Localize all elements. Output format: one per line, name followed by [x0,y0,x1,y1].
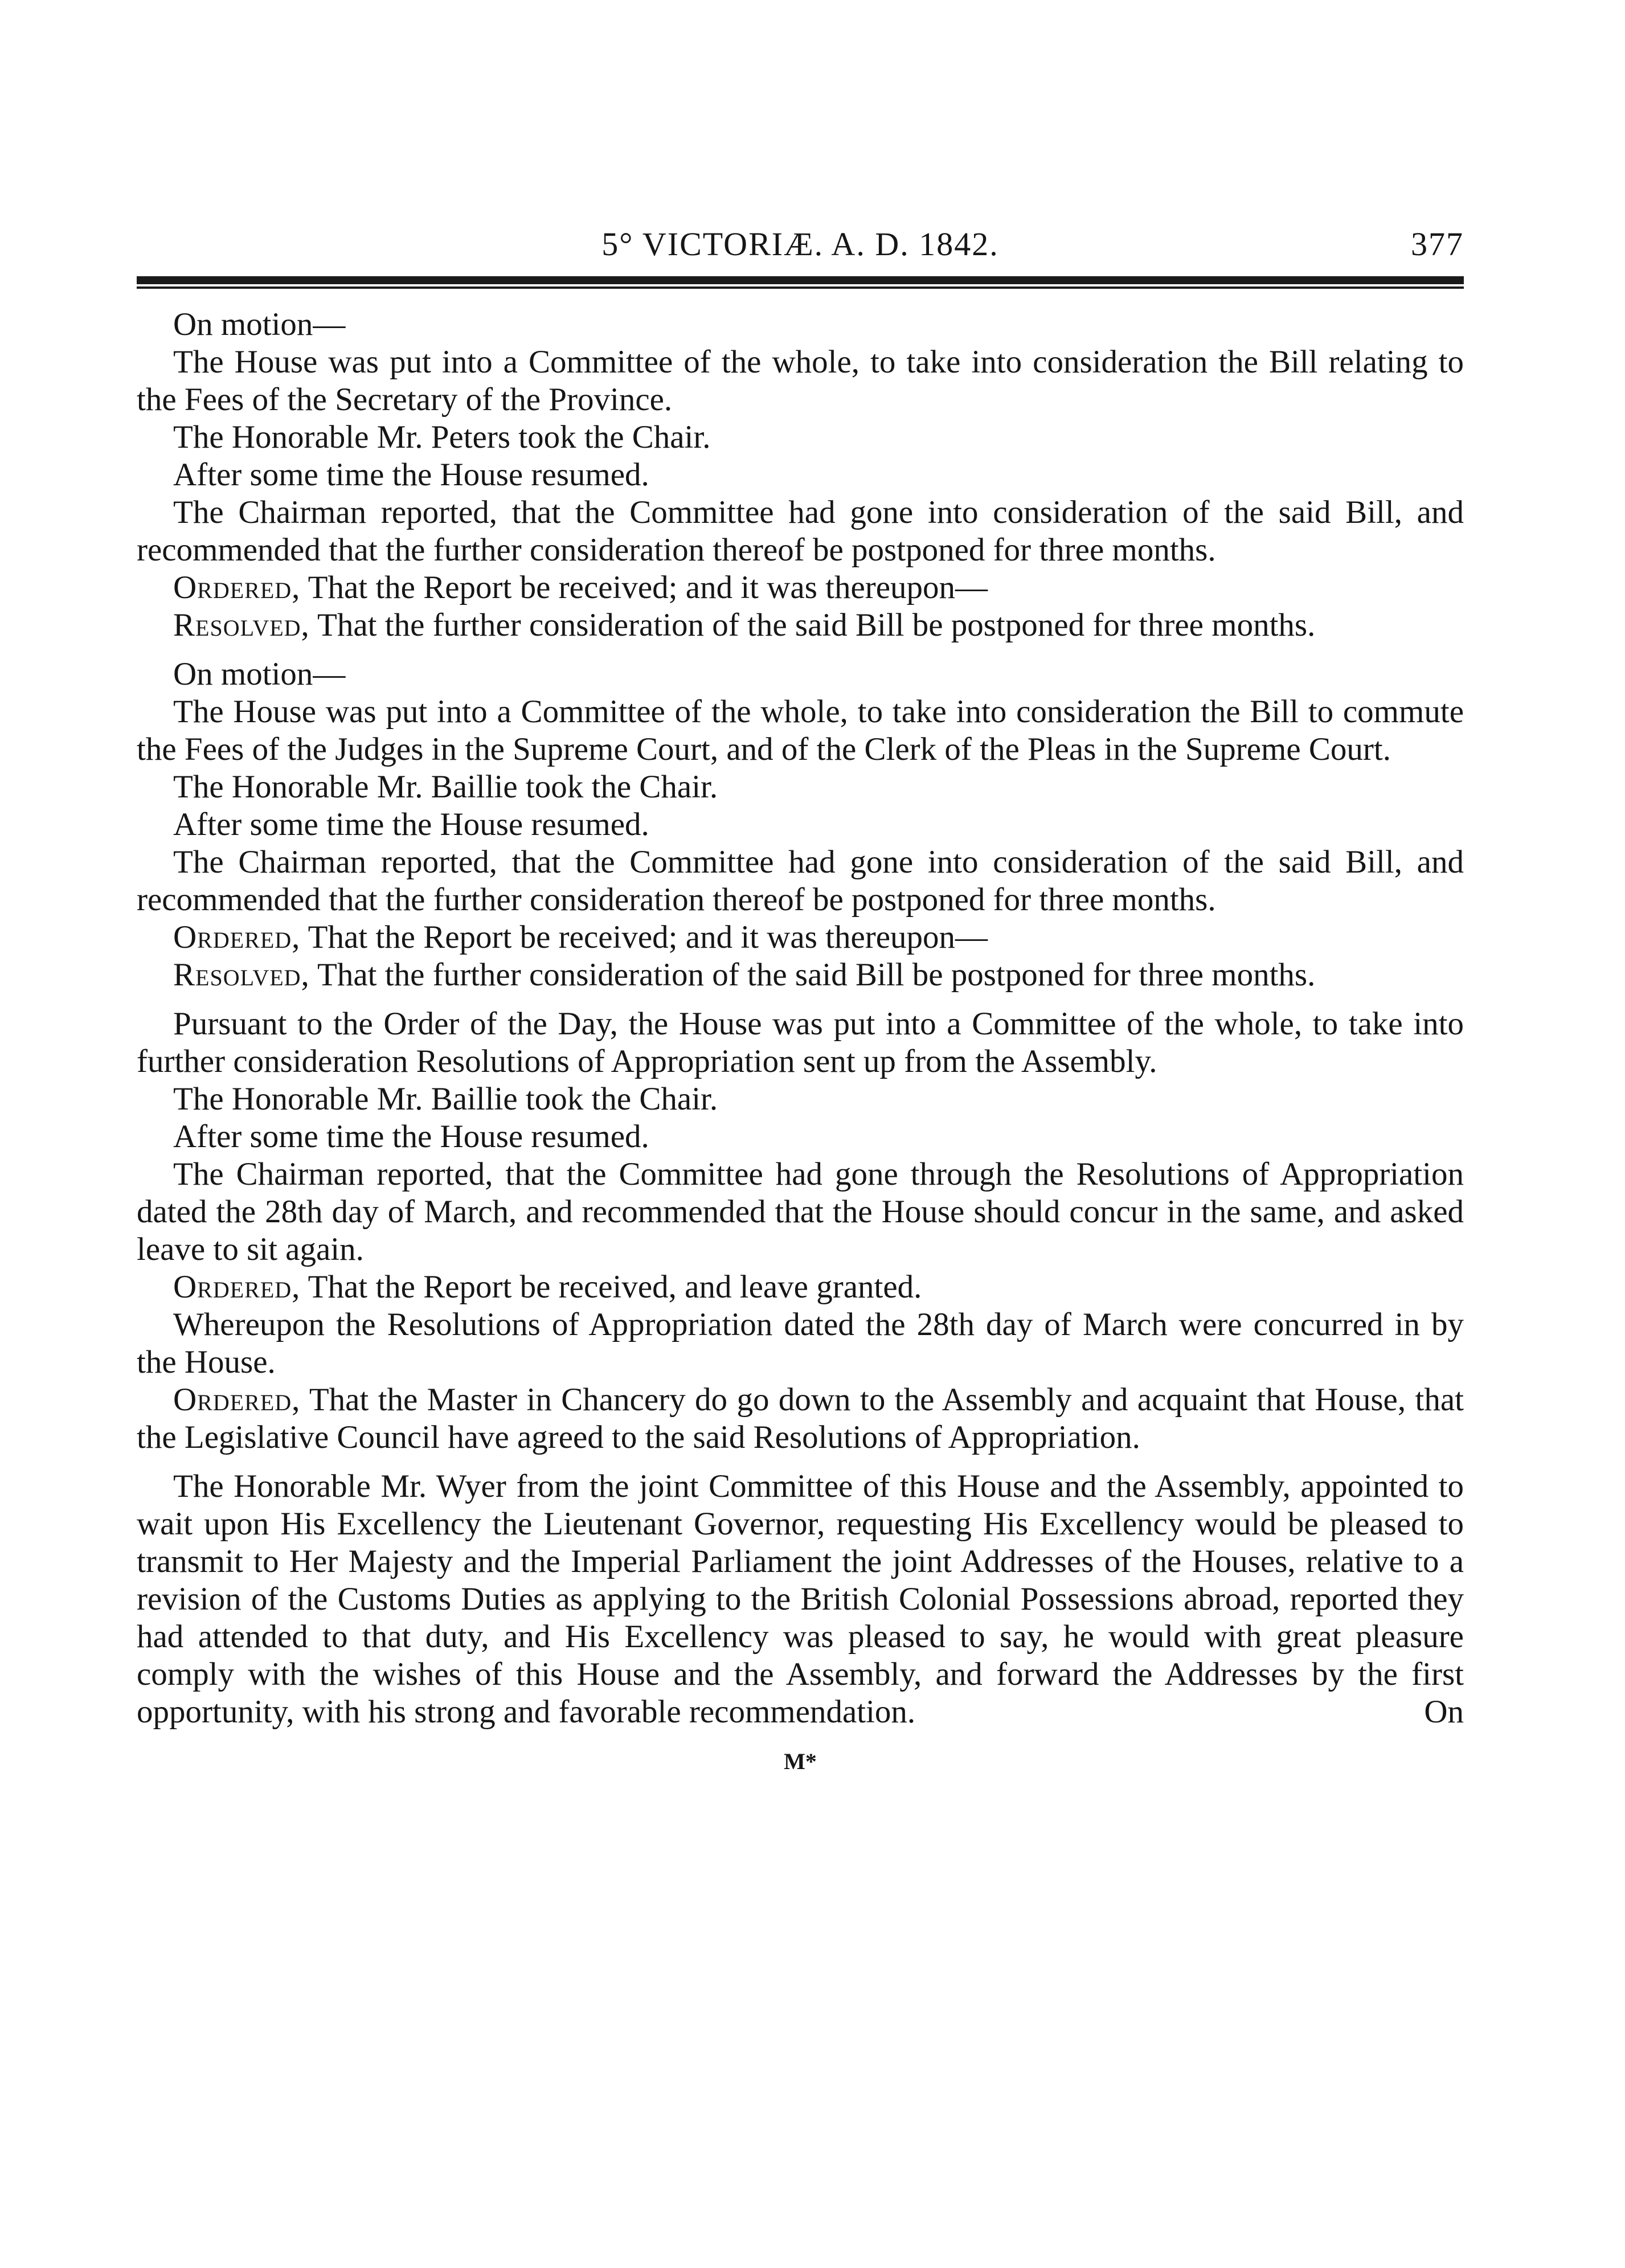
paragraph: The Chairman reported, that the Committee had gone into consideration of the said Bill, and recommended that the further consideration thereof be postponed for three months. [137,844,1464,918]
paragraph: Pursuant to the Order of the Day, the House was put into a Committee of the whole, to take into further consideration Resolutions of Appropriation sent up from the Assembly. [137,1006,1464,1079]
catchword: On [1424,1694,1464,1730]
paragraph: Ordered, That the Master in Chancery do go down to the Assembly and acquaint that House, that the Legislative Council have agreed to the said Resolutions of Appropriation. [137,1382,1464,1455]
ordered-lead: Ordered, [173,1382,301,1418]
ordered-lead: Ordered, [173,1269,301,1305]
paragraph: The Chairman reported, that the Committee had gone through the Resolutions of Appropriation dated the 28th day of March, and recommended that the House should concur in the same, and asked leave to sit again. [137,1156,1464,1267]
paragraph: Ordered, That the Report be received, and leave granted. [173,1269,922,1305]
paragraph: The Chairman reported, that the Committee had gone into consideration of the said Bill, and recommended that the further consideration thereof be postponed for three months. [137,494,1464,568]
resolved-lead: Resolved, [173,607,310,643]
paragraph: After some time the House resumed. [173,807,649,842]
paragraph: Resolved, That the further consideration of the said Bill be postponed for three months. [173,607,1316,643]
page-number: 377 [1411,226,1464,263]
paragraph: After some time the House resumed. [173,457,649,493]
ordered-lead: Ordered, [173,570,301,605]
header-title: 5° VICTORIÆ. A. D. 1842. [601,226,999,263]
header-rule-thick [137,276,1464,284]
body-text [137,306,1464,1731]
paragraph: The Honorable Mr. Baillie took the Chair. [173,769,718,805]
paragraph: The House was put into a Committee of the whole, to take into consideration the Bill relating to the Fees of the Secretary of the Province. [137,344,1464,417]
paragraph: Resolved, That the further consideration of the said Bill be postponed for three months. [173,957,1316,993]
paragraph: On motion— [173,656,346,692]
paragraph: The House was put into a Committee of the whole, to take into consideration the Bill to commute the Fees of the Judges in the Supreme Court, and of the Clerk of the Pleas in the Supreme Court. [137,694,1464,767]
ordered-lead: Ordered, [173,919,301,955]
paragraph: The Honorable Mr. Peters took the Chair. [173,419,711,455]
header-rule-thin [137,286,1464,289]
paragraph: Ordered, That the Report be received; and it was thereupon— [173,919,988,955]
signature-mark: M* [784,1749,817,1774]
paragraph: After some time the House resumed. [173,1119,649,1155]
paragraph: Ordered, That the Report be received; and it was thereupon— [173,570,988,605]
paragraph: On motion— [173,306,346,342]
paragraph: The Honorable Mr. Baillie took the Chair. [173,1081,718,1117]
document-page [137,225,1464,1775]
resolved-lead: Resolved, [173,957,310,993]
running-header [137,225,1464,271]
paragraph: The Honorable Mr. Wyer from the joint Committee of this House and the Assembly, appointed to wait upon His Excellency the Lieutenant Governor, requesting His Excellency would be pleased to transmit to Her Majesty and the Imperial Parliament the joint Addresses of the Houses, relative to a revision of the Customs Duties as applying to the British Colonial Possessions abroad, reported they had attended to that duty, and His Excellency was pleased to say, he would with great pleasure comply with the wishes of this House and the Assembly, and forward the Addresses by the first opportunity, with his strong and favorable recommendation. On [137,1468,1464,1730]
paragraph: Whereupon the Resolutions of Appropriation dated the 28th day of March were concurred in by the House. [137,1307,1464,1380]
